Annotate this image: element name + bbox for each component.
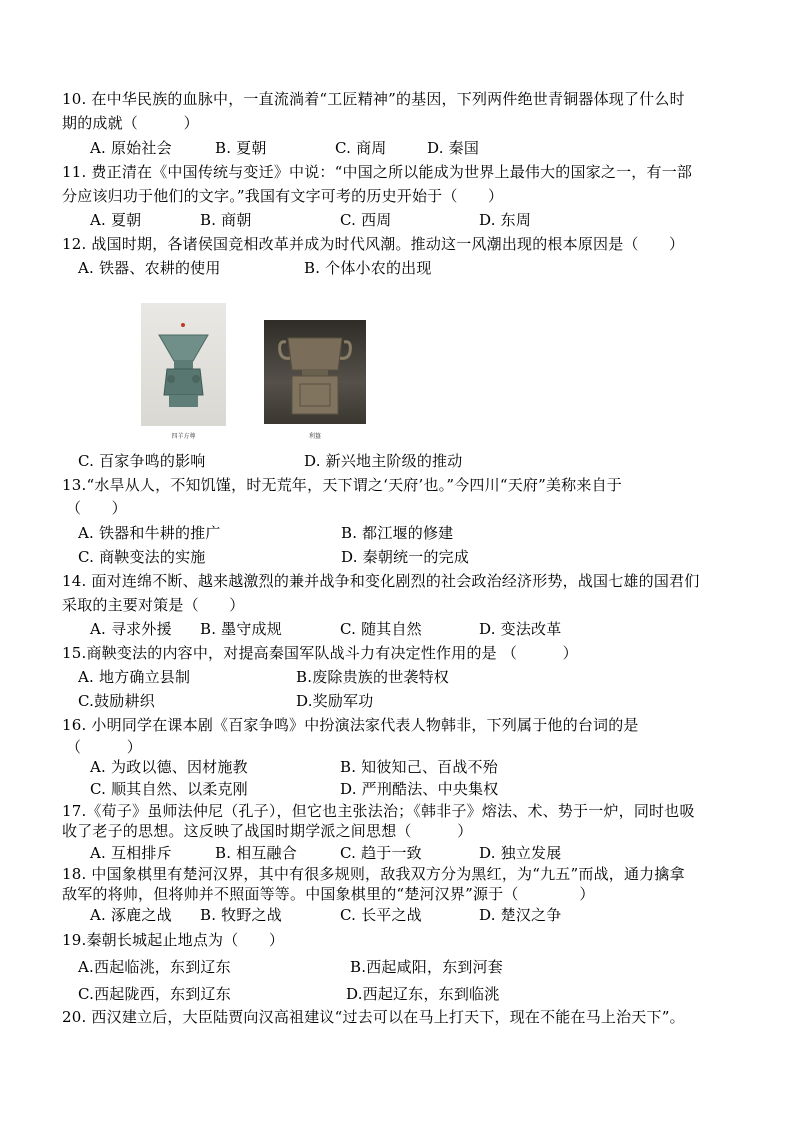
q15-options-row2 <box>0 691 794 711</box>
q10-option-b: B. 夏朝 <box>215 139 267 157</box>
q17-option-b: B. 相互融合 <box>215 844 297 862</box>
q18-option-b: B. 牧野之战 <box>200 906 282 924</box>
q13-option-b: B. 都江堰的修建 <box>341 524 454 542</box>
q14-stem-line2: 采取的主要对策是（ ） <box>62 596 245 614</box>
q12-stem-line1: 12. 战国时期，各诸侯国竞相改革并成为时代风潮。推动这一风潮出现的根本原因是（ ） <box>62 235 685 253</box>
q18-options <box>0 905 794 925</box>
q15-option-a: A. 地方确立县制 <box>78 668 191 686</box>
q12-options-row1 <box>0 258 794 278</box>
q14-option-c: C. 随其自然 <box>340 620 422 638</box>
q16-option-d: D. 严刑酷法、中央集权 <box>340 780 499 798</box>
q11-options <box>0 210 794 230</box>
q18-stem-line1: 18. 中国象棋里有楚河汉界，其中有很多规则，敌我双方分为黑红，为“九五”而战，通力擒拿 <box>62 865 685 883</box>
q17-stem-line2: 收了老子的思想。这反映了战国时期学派之间思想（ ） <box>62 822 473 840</box>
q11-stem-line1: 11. 费正清在《中国传统与变迁》中说：“中国之所以能成为世界上最伟大的国家之一，有一部 <box>62 163 693 181</box>
right-figure-caption: 利簋 <box>308 433 321 440</box>
q19-options-row2 <box>0 984 794 1004</box>
q16-options-row2 <box>0 779 794 799</box>
q12-option-b: B. 个体小农的出现 <box>304 259 432 277</box>
q17-option-a: A. 互相排斥 <box>90 844 172 862</box>
q12-options-row2 <box>0 451 794 471</box>
q16-option-b: B. 知彼知己、百战不殆 <box>340 758 498 776</box>
q13-stem-line1: 13.“水旱从人，不知饥馑，时无荒年，天下谓之‘天府’也。”今四川“天府”美称来自于 <box>62 476 622 494</box>
q14-options <box>0 619 794 639</box>
q19-option-d: D.西起辽东，东到临洮 <box>346 985 500 1003</box>
q17-options <box>0 843 794 863</box>
q13-stem-line2: （ ） <box>66 499 127 517</box>
q11-option-d: D. 东周 <box>479 211 532 229</box>
q13-options-row2 <box>0 547 794 567</box>
q16-option-c: C. 顺其自然、以柔克刚 <box>90 780 248 798</box>
four-ram-zun-photo <box>141 303 226 426</box>
q19-options-row1 <box>0 957 794 977</box>
q19-option-b: B.西起咸阳，东到河套 <box>350 958 503 976</box>
left-figure-caption: 四羊方尊 <box>171 433 196 440</box>
q19-stem-line1: 19.秦朝长城起止地点为（ ） <box>62 931 285 949</box>
q10-stem-line2: 期的成就（ ） <box>62 114 199 132</box>
q18-option-a: A. 涿鹿之战 <box>90 906 172 924</box>
q10-options <box>0 138 794 158</box>
q19-option-a: A.西起临洮，东到辽东 <box>78 958 231 976</box>
q14-option-a: A. 寻求外援 <box>90 620 172 638</box>
q10-option-a: A. 原始社会 <box>90 139 172 157</box>
q10-stem-line1: 10. 在中华民族的血脉中，一直流淌着“工匠精神”的基因，下列两件绝世青铜器体现了什么时 <box>62 90 685 108</box>
q16-option-a: A. 为政以德、因材施教 <box>90 758 248 776</box>
li-gui-photo <box>264 320 366 424</box>
q13-options-row1 <box>0 523 794 543</box>
q12-option-a: A. 铁器、农耕的使用 <box>78 259 221 277</box>
q10-option-d: D. 秦国 <box>427 139 480 157</box>
q17-option-c: C. 趋于一致 <box>340 844 422 862</box>
q11-option-b: B. 商朝 <box>200 211 252 229</box>
q19-option-c: C.西起陇西，东到辽东 <box>78 985 231 1003</box>
bronze-zun-icon <box>141 303 226 426</box>
q12-option-d: D. 新兴地主阶级的推动 <box>304 452 463 470</box>
q14-option-b: B. 墨守成规 <box>200 620 282 638</box>
q14-option-d: D. 变法改革 <box>479 620 562 638</box>
q10-option-c: C. 商周 <box>335 139 387 157</box>
q12-option-c: C. 百家争鸣的影响 <box>78 452 206 470</box>
q15-options-row1 <box>0 667 794 687</box>
q18-option-d: D. 楚汉之争 <box>479 906 562 924</box>
q11-stem-line2: 分应该归功于他们的文字。”我国有文字可考的历史开始于（ ） <box>62 187 504 205</box>
q17-stem-line1: 17.《荀子》虽师法仲尼（孔子），但它也主张法治；《韩非子》熔法、术、势于一炉，同时也吸 <box>62 802 695 820</box>
q15-stem-line1: 15.商鞅变法的内容中，对提高秦国军队战斗力有决定性作用的是 （ ） <box>62 644 578 662</box>
q13-option-c: C. 商鞅变法的实施 <box>78 548 206 566</box>
q20-stem-line1: 20. 西汉建立后，大臣陆贾向汉高祖建议“过去可以在马上打天下，现在不能在马上治天下”。 <box>62 1008 685 1026</box>
q15-option-b: B.废除贵族的世袭特权 <box>296 668 449 686</box>
q11-option-a: A. 夏朝 <box>90 211 142 229</box>
q18-option-c: C. 长平之战 <box>340 906 422 924</box>
q13-option-a: A. 铁器和牛耕的推广 <box>78 524 221 542</box>
q17-option-d: D. 独立发展 <box>479 844 562 862</box>
q16-options-row1 <box>0 757 794 777</box>
q11-option-c: C. 西周 <box>340 211 392 229</box>
q18-stem-line2: 敌军的将帅，但将帅并不照面等等。中国象棋里的“楚河汉界”源于（ ） <box>62 885 595 903</box>
q14-stem-line1: 14. 面对连绵不断、越来越激烈的兼并战争和变化剧烈的社会政治经济形势，战国七雄的国君们 <box>62 572 700 590</box>
q13-option-d: D. 秦朝统一的完成 <box>341 548 470 566</box>
bronze-gui-icon <box>264 320 366 424</box>
q16-stem-line1: 16. 小明同学在课本剧《百家争鸣》中扮演法家代表人物韩非，下列属于他的台词的是 <box>62 716 639 734</box>
q15-option-c: C.鼓励耕织 <box>78 692 155 710</box>
q16-stem-line2: （ ） <box>66 738 143 756</box>
q15-option-d: D.奖励军功 <box>296 692 374 710</box>
